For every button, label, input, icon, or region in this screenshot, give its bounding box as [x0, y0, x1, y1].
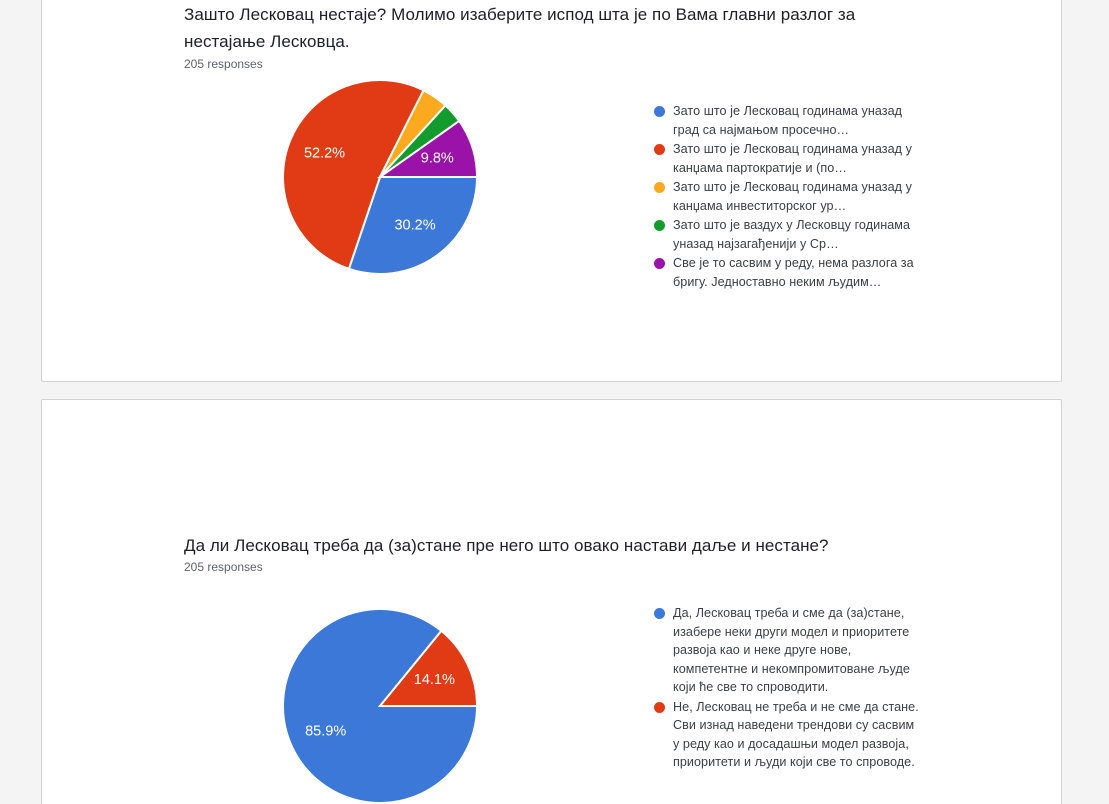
legend-color-swatch-icon: [654, 258, 665, 269]
legend-item[interactable]: [654, 178, 922, 215]
response-card-question-1: [41, 0, 1062, 382]
legend-item-label: Да, Лесковац треба и сме да (за)стане, изабере неки други модел и приоритете развоја као и неке друге нове, компетентне и некомпромитоване људе који ће све то спроводити.: [673, 606, 910, 694]
legend-color-swatch-icon: [654, 608, 665, 619]
response-count-1: 205 responses: [184, 57, 263, 71]
pie-chart-question-2: [280, 606, 480, 804]
legend-color-swatch-icon: [654, 106, 665, 117]
legend-color-swatch-icon: [654, 144, 665, 155]
chart-legend-question-1: [654, 102, 922, 292]
legend-item-label: Не, Лесковац не треба и не сме да стане. Сви изнад наведени трендови су сасвим у реду као и досадашњи модел развоја, приоритети и људи који све то спроводе.: [673, 699, 919, 769]
legend-item[interactable]: [654, 140, 922, 177]
legend-item[interactable]: [654, 254, 922, 291]
legend-item[interactable]: [654, 102, 922, 139]
legend-color-swatch-icon: [654, 702, 665, 713]
legend-item[interactable]: [654, 698, 922, 772]
pie-slice-label: 9.8%: [420, 150, 454, 167]
legend-item[interactable]: [654, 216, 922, 253]
pie-slice-label: 52.2%: [303, 145, 346, 162]
legend-item-label: Зато што је Лесковац годинама уназад град са најмањом просечно…: [673, 104, 903, 137]
legend-item-label: Зато што је ваздух у Лесковцу годинама уназад најзагађенији у Ср…: [673, 218, 911, 251]
legend-color-swatch-icon: [654, 182, 665, 193]
legend-item-label: Све је то сасвим у реду, нема разлога за бригу. Једноставно неким људим…: [673, 256, 914, 289]
pie-slice-label: 14.1%: [413, 672, 455, 689]
legend-item-label: Зато што је Лесковац годинама уназад у канџама партократије и (по…: [673, 142, 912, 175]
page-title: Зашто Лесковац нестаје? Молимо изаберите испод шта је по Вама главни разлог за нестајање Лесковца.: [184, 5, 856, 51]
legend-color-swatch-icon: [654, 220, 665, 231]
page-title-2: Да ли Лесковац треба да (за)стане пре него што овако настави даље и нестане?: [184, 536, 829, 555]
pie-slice-label: 85.9%: [305, 723, 347, 740]
pie-chart-question-1: [280, 77, 480, 277]
response-card-question-2: [41, 399, 1062, 804]
legend-item-label: Зато што је Лесковац годинама уназад у канџама инвеститорског ур…: [673, 180, 912, 213]
pie-slice-label: 30.2%: [394, 217, 436, 234]
legend-item[interactable]: [654, 604, 922, 697]
chart-legend-question-2: [654, 604, 922, 773]
response-count-2: 205 responses: [184, 560, 263, 574]
